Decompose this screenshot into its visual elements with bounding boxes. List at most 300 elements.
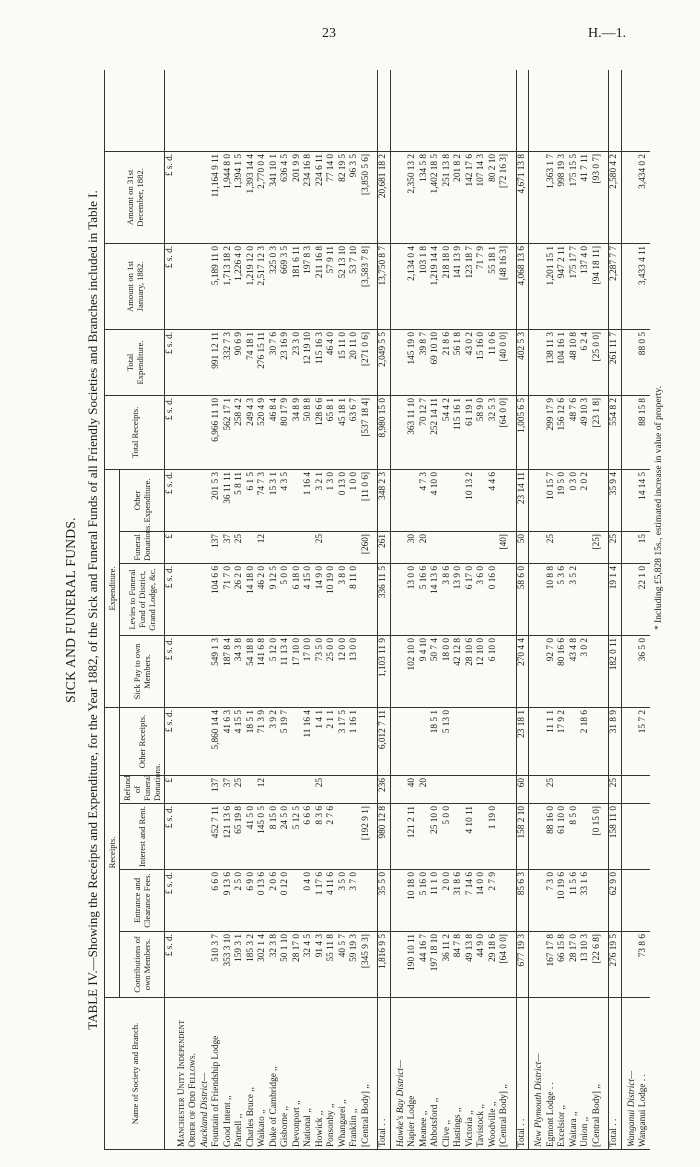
- value-cell: [534, 804, 546, 870]
- value-cell: 5,860 14 4: [211, 707, 223, 775]
- value-cell: [453, 531, 465, 563]
- units-cell: £ s. d.: [165, 635, 177, 707]
- value-cell: [499, 70, 511, 151]
- value-cell: [534, 776, 546, 804]
- value-cell: [627, 151, 639, 243]
- document-reference: H.—1.: [588, 26, 627, 41]
- value-cell: [361, 70, 373, 151]
- value-cell: [378, 70, 391, 151]
- value-cell: 138 11 3: [546, 329, 558, 395]
- value-cell: 8,980 15 0: [378, 395, 391, 469]
- value-cell: 145 0 5: [257, 804, 269, 870]
- table-row: [303, 70, 315, 1150]
- units-cell: £ s. d.: [165, 151, 177, 243]
- value-cell: [627, 776, 639, 804]
- value-cell: [188, 70, 200, 151]
- value-cell: [419, 70, 431, 151]
- value-cell: [177, 151, 189, 243]
- value-cell: 6 1 5: [246, 469, 258, 531]
- value-cell: 134 5 8: [419, 151, 431, 243]
- value-cell: 2 5 0: [234, 870, 246, 932]
- units-cell: £ s. d.: [165, 707, 177, 775]
- value-cell: 258 4 2: [234, 395, 246, 469]
- value-cell: 54 18 8: [246, 635, 258, 707]
- society-name-cell: Waikato ,,: [257, 998, 269, 1150]
- value-cell: 947 2 11: [557, 243, 569, 329]
- value-cell: [177, 932, 189, 998]
- value-cell: 7 3 0: [546, 870, 558, 932]
- value-cell: [25]: [592, 531, 604, 563]
- value-cell: [499, 776, 511, 804]
- value-cell: [345 9 3]: [361, 932, 373, 998]
- col-levies-header: Levies to Funeral Fund of District, Grand Lodge, &c.: [120, 563, 165, 635]
- value-cell: 1 16 1: [349, 707, 361, 775]
- value-cell: 187 8 4: [223, 635, 235, 707]
- value-cell: [177, 804, 189, 870]
- value-cell: [396, 329, 408, 395]
- value-cell: 92 7 0: [546, 635, 558, 707]
- value-cell: [534, 70, 546, 151]
- value-cell: [177, 870, 189, 932]
- value-cell: 6 6 0: [211, 870, 223, 932]
- value-cell: 562 17 1: [223, 395, 235, 469]
- value-cell: [188, 243, 200, 329]
- value-cell: 332 7 3: [223, 329, 235, 395]
- value-cell: [627, 531, 639, 563]
- value-cell: [442, 70, 454, 151]
- society-name-cell: [Central Body] ,,: [592, 998, 604, 1150]
- value-cell: 5 16 0: [419, 870, 431, 932]
- value-cell: 5 12 0: [269, 635, 281, 707]
- value-cell: 1,394 1 5: [234, 151, 246, 243]
- value-cell: 14 14 5: [638, 469, 650, 531]
- value-cell: 57 9 11: [326, 243, 338, 329]
- society-name-cell: National ,,: [303, 998, 315, 1150]
- value-cell: [11 0 6]: [361, 469, 373, 531]
- value-cell: 80 2 10: [488, 151, 500, 243]
- table-row: [592, 70, 604, 1150]
- value-cell: 121 2 11: [407, 804, 419, 870]
- value-cell: [499, 870, 511, 932]
- value-cell: 201 9 9: [292, 151, 304, 243]
- value-cell: 20 11 0: [349, 329, 361, 395]
- value-cell: [569, 707, 581, 775]
- value-cell: 23 3 0: [292, 329, 304, 395]
- value-cell: [349, 776, 361, 804]
- value-cell: 73 5 0: [315, 635, 327, 707]
- value-cell: 63 6 7: [349, 395, 361, 469]
- society-name-cell: Good Intent ,,: [223, 998, 235, 1150]
- value-cell: 520 4 9: [257, 395, 269, 469]
- value-cell: 4 15 5: [234, 707, 246, 775]
- value-cell: [292, 776, 304, 804]
- table-caption: TABLE IV.—Showing the Receipts and Expenditure, for the Year 1882, of the Sick and Funeral Funds of all Friendly Societies and Branches included in Table I.: [85, 190, 101, 1030]
- value-cell: [257, 70, 269, 151]
- table-row: [419, 70, 431, 1150]
- value-cell: 115 16 3: [315, 329, 327, 395]
- table-row: [488, 70, 500, 1150]
- value-cell: [627, 70, 639, 151]
- value-cell: 36 11 11: [223, 469, 235, 531]
- value-cell: 5 12 5: [292, 804, 304, 870]
- value-cell: 2 0 0: [442, 870, 454, 932]
- value-cell: 510 3 7: [211, 932, 223, 998]
- value-cell: 25 10 0: [430, 804, 442, 870]
- value-cell: [396, 804, 408, 870]
- value-cell: [292, 707, 304, 775]
- value-cell: [476, 776, 488, 804]
- value-cell: [592, 469, 604, 531]
- funds-table: [104, 70, 650, 1150]
- value-cell: 3 7 0: [349, 870, 361, 932]
- value-cell: 74 7 3: [257, 469, 269, 531]
- value-cell: 261: [378, 531, 391, 563]
- value-cell: 159 3 1: [234, 932, 246, 998]
- value-cell: 43 0 2: [465, 329, 477, 395]
- col-funeral-donations-header: Funeral Donations.: [120, 531, 165, 563]
- value-cell: 10 19 6: [557, 870, 569, 932]
- value-cell: 1,219 14 4: [430, 243, 442, 329]
- value-cell: 270 4 4: [516, 635, 529, 707]
- units-cell: £ s. d.: [165, 395, 177, 469]
- value-cell: [271 0 6]: [361, 329, 373, 395]
- footnote: * Including £5,828 15s., estimated increase in value of property.: [653, 386, 664, 630]
- value-cell: 11 1 1: [546, 707, 558, 775]
- value-cell: 236: [378, 776, 391, 804]
- society-name-cell: Meanee ,,: [419, 998, 431, 1150]
- units-cell: £ s. d.: [165, 932, 177, 998]
- value-cell: 1,226 4 0: [234, 243, 246, 329]
- table-row: [211, 70, 223, 1150]
- col-refund-header: Refund of Funeral Donations.: [120, 776, 165, 804]
- value-cell: [407, 707, 419, 775]
- value-cell: 15 11 0: [338, 329, 350, 395]
- value-cell: 25: [546, 531, 558, 563]
- value-cell: 10 13 2: [465, 469, 477, 531]
- value-cell: 669 3 5: [280, 243, 292, 329]
- value-cell: [592, 563, 604, 635]
- value-cell: [177, 531, 189, 563]
- value-cell: 677 19 3: [516, 932, 529, 998]
- col-interest-header: Interest and Rent.: [120, 804, 165, 870]
- value-cell: 40 5 7: [338, 932, 350, 998]
- value-cell: 104 6 6: [211, 563, 223, 635]
- value-cell: 402 5 3: [516, 329, 529, 395]
- society-name-cell: Devonport ,,: [292, 998, 304, 1150]
- table-row: [326, 70, 338, 1150]
- value-cell: 13 9 0: [453, 563, 465, 635]
- value-cell: 1 3 0: [326, 469, 338, 531]
- value-cell: [627, 469, 639, 531]
- value-cell: [465, 707, 477, 775]
- value-cell: 23 16 9: [280, 329, 292, 395]
- value-cell: [200, 151, 212, 243]
- value-cell: 11,164 9 11: [211, 151, 223, 243]
- table-row: [315, 70, 327, 1150]
- value-cell: 45 18 1: [338, 395, 350, 469]
- value-cell: [419, 707, 431, 775]
- value-cell: [627, 563, 639, 635]
- value-cell: 4,068 13 6: [516, 243, 529, 329]
- value-cell: 53 7 10: [349, 243, 361, 329]
- value-cell: 34 8 9: [292, 395, 304, 469]
- value-cell: 49 13 8: [465, 932, 477, 998]
- value-cell: 11 16 4: [303, 707, 315, 775]
- value-cell: 2 7 9: [488, 870, 500, 932]
- society-name-cell: Auckland District—: [200, 998, 212, 1150]
- value-cell: 3 6 0: [476, 563, 488, 635]
- value-cell: 14 13 6: [430, 563, 442, 635]
- value-cell: [200, 635, 212, 707]
- value-cell: 156 12 6: [557, 395, 569, 469]
- value-cell: 302 1 4: [257, 932, 269, 998]
- table-row: [200, 70, 212, 1150]
- value-cell: 102 10 0: [407, 635, 419, 707]
- value-cell: [361, 635, 373, 707]
- value-cell: [476, 469, 488, 531]
- value-cell: [396, 776, 408, 804]
- value-cell: 9 13 6: [223, 870, 235, 932]
- value-cell: [280, 531, 292, 563]
- value-cell: 25 0 0: [326, 635, 338, 707]
- society-name-cell: Excelsior ,,: [557, 998, 569, 1150]
- value-cell: 52 13 10: [338, 243, 350, 329]
- value-cell: 48 7 6: [569, 395, 581, 469]
- society-name-cell: Tavistock ,,: [476, 998, 488, 1150]
- value-cell: 636 4 5: [280, 151, 292, 243]
- value-cell: 8 5 0: [569, 804, 581, 870]
- table-row: [465, 70, 477, 1150]
- value-cell: 62 9 0: [609, 870, 622, 932]
- value-cell: [177, 70, 189, 151]
- value-cell: [534, 870, 546, 932]
- value-cell: [200, 932, 212, 998]
- value-cell: [627, 707, 639, 775]
- value-cell: [94 18 11]: [592, 243, 604, 329]
- society-name-cell: [Central Body] ,,: [361, 998, 373, 1150]
- value-cell: 3 17 5: [338, 707, 350, 775]
- value-cell: [269, 70, 281, 151]
- society-name-cell: Gisborne ,,: [280, 998, 292, 1150]
- table-row: [569, 70, 581, 1150]
- society-name-cell: Victoria ,,: [465, 998, 477, 1150]
- value-cell: [453, 776, 465, 804]
- value-cell: 3 5 2: [569, 563, 581, 635]
- value-cell: 42 12 8: [453, 635, 465, 707]
- value-cell: [488, 707, 500, 775]
- value-cell: 6 10 0: [488, 635, 500, 707]
- value-cell: [499, 707, 511, 775]
- table-row: [638, 70, 650, 1150]
- value-cell: 1 4 1: [315, 707, 327, 775]
- value-cell: 1,363 1 7: [546, 151, 558, 243]
- value-cell: 4 3 5: [280, 469, 292, 531]
- value-cell: [638, 776, 650, 804]
- value-cell: 1,944 8 0: [223, 151, 235, 243]
- rotated-content: [60, 70, 690, 1150]
- value-cell: 8 11 0: [349, 563, 361, 635]
- value-cell: [453, 70, 465, 151]
- value-cell: 13 10 3: [580, 932, 592, 998]
- value-cell: 80 16 6: [557, 635, 569, 707]
- value-cell: 252 14 11: [430, 395, 442, 469]
- value-cell: 6 9 0: [246, 870, 258, 932]
- value-cell: 341 10 1: [269, 151, 281, 243]
- total-row: [609, 70, 622, 1150]
- value-cell: 137: [211, 776, 223, 804]
- value-cell: 2 0 6: [269, 870, 281, 932]
- value-cell: 348 2 3: [378, 469, 391, 531]
- value-cell: 554 8 2: [609, 395, 622, 469]
- value-cell: [177, 395, 189, 469]
- value-cell: 69 10 10: [430, 329, 442, 395]
- value-cell: 20,681 18 2: [378, 151, 391, 243]
- units-cell: £ s. d.: [165, 243, 177, 329]
- value-cell: [546, 70, 558, 151]
- society-name-cell: [Central Body] ,,: [499, 998, 511, 1150]
- value-cell: 2,350 13 2: [407, 151, 419, 243]
- expenditure-group-header: Expenditure.: [105, 469, 120, 707]
- value-cell: 40: [407, 776, 419, 804]
- value-cell: 33 1 6: [580, 870, 592, 932]
- value-cell: [534, 151, 546, 243]
- value-cell: 43 4 8: [569, 635, 581, 707]
- value-cell: [349, 804, 361, 870]
- value-cell: 20: [419, 776, 431, 804]
- value-cell: 25: [609, 531, 622, 563]
- value-cell: 5 19 7: [280, 707, 292, 775]
- value-cell: [569, 531, 581, 563]
- value-cell: [188, 151, 200, 243]
- value-cell: 23 18 1: [516, 707, 529, 775]
- value-cell: [177, 243, 189, 329]
- value-cell: [200, 870, 212, 932]
- value-cell: 13,750 8 7: [378, 243, 391, 329]
- value-cell: 0 13 6: [257, 870, 269, 932]
- value-cell: [442, 531, 454, 563]
- value-cell: 9 4 10: [419, 635, 431, 707]
- value-cell: [0 15 0]: [592, 804, 604, 870]
- value-cell: 77 14 0: [326, 151, 338, 243]
- value-cell: [453, 804, 465, 870]
- col-amount-dec-header: Amount on 31st December, 1882.: [105, 151, 165, 243]
- value-cell: 452 7 11: [211, 804, 223, 870]
- value-cell: 1,219 12 0: [246, 243, 258, 329]
- value-cell: [338, 70, 350, 151]
- society-name-cell: Franklin ,,: [349, 998, 361, 1150]
- value-cell: 1,103 11 9: [378, 635, 391, 707]
- society-name-cell: Howick ,,: [315, 998, 327, 1150]
- units-row: [165, 70, 177, 1150]
- value-cell: 276 19 5: [609, 932, 622, 998]
- value-cell: [476, 70, 488, 151]
- value-cell: [40 0 0]: [499, 329, 511, 395]
- table-body: [177, 70, 650, 1150]
- value-cell: [580, 776, 592, 804]
- value-cell: 4 7 3: [419, 469, 431, 531]
- value-cell: 2 7 6: [326, 804, 338, 870]
- value-cell: 88 0 5: [638, 329, 650, 395]
- value-cell: [638, 804, 650, 870]
- value-cell: 46 8 4: [269, 395, 281, 469]
- value-cell: 6 6 6: [303, 804, 315, 870]
- table-row: [223, 70, 235, 1150]
- value-cell: [303, 776, 315, 804]
- value-cell: [3,583 7 8]: [361, 243, 373, 329]
- value-cell: 4,671 13 8: [516, 151, 529, 243]
- table-row: [292, 70, 304, 1150]
- value-cell: 11 5 6: [569, 870, 581, 932]
- value-cell: 23 14 11: [516, 469, 529, 531]
- value-cell: [200, 243, 212, 329]
- value-cell: [396, 243, 408, 329]
- value-cell: 2,049 5 5: [378, 329, 391, 395]
- society-name-cell: Abbotsford ,,: [430, 998, 442, 1150]
- value-cell: 7 14 6: [465, 870, 477, 932]
- table-row: [396, 70, 408, 1150]
- value-cell: [499, 469, 511, 531]
- value-cell: 5,189 11 0: [211, 243, 223, 329]
- value-cell: 73 8 6: [638, 932, 650, 998]
- value-cell: 50 1 10: [280, 932, 292, 998]
- value-cell: [465, 776, 477, 804]
- value-cell: 25: [609, 776, 622, 804]
- value-cell: 30: [407, 531, 419, 563]
- value-cell: 141 13 9: [453, 243, 465, 329]
- value-cell: [557, 70, 569, 151]
- value-cell: [627, 635, 639, 707]
- value-cell: 181 6 11: [292, 243, 304, 329]
- value-cell: [361, 707, 373, 775]
- value-cell: 5 0 0: [442, 804, 454, 870]
- society-name-cell: Parnell ,,: [234, 998, 246, 1150]
- value-cell: 41 5 0: [246, 804, 258, 870]
- value-cell: [627, 804, 639, 870]
- value-cell: 24 5 0: [280, 804, 292, 870]
- value-cell: [488, 776, 500, 804]
- value-cell: 17 0 0: [303, 635, 315, 707]
- value-cell: 137 4 0: [580, 243, 592, 329]
- value-cell: 14 18 0: [246, 563, 258, 635]
- value-cell: [407, 469, 419, 531]
- value-cell: 197 8 3: [303, 243, 315, 329]
- table-row: [580, 70, 592, 1150]
- value-cell: 2,134 0 4: [407, 243, 419, 329]
- value-cell: 46 2 0: [257, 563, 269, 635]
- value-cell: 88 15 8: [638, 395, 650, 469]
- value-cell: 14 9 0: [315, 563, 327, 635]
- value-cell: 201 8 2: [453, 151, 465, 243]
- value-cell: [430, 70, 442, 151]
- table-row: [188, 70, 200, 1150]
- value-cell: [177, 469, 189, 531]
- value-cell: 5 13 0: [442, 707, 454, 775]
- value-cell: 6 17 0: [465, 563, 477, 635]
- value-cell: [592, 70, 604, 151]
- table-row: [546, 70, 558, 1150]
- page-header: [0, 26, 700, 44]
- value-cell: [315, 70, 327, 151]
- value-cell: [361, 870, 373, 932]
- value-cell: [580, 563, 592, 635]
- value-cell: 4 10 11: [465, 804, 477, 870]
- value-cell: 1 19 0: [488, 804, 500, 870]
- col-contributions-header: Contributions of own Members.: [120, 932, 165, 998]
- value-cell: 61 19 1: [465, 395, 477, 469]
- value-cell: [638, 870, 650, 932]
- value-cell: [188, 870, 200, 932]
- society-name-cell: Whangarei ,,: [338, 998, 350, 1150]
